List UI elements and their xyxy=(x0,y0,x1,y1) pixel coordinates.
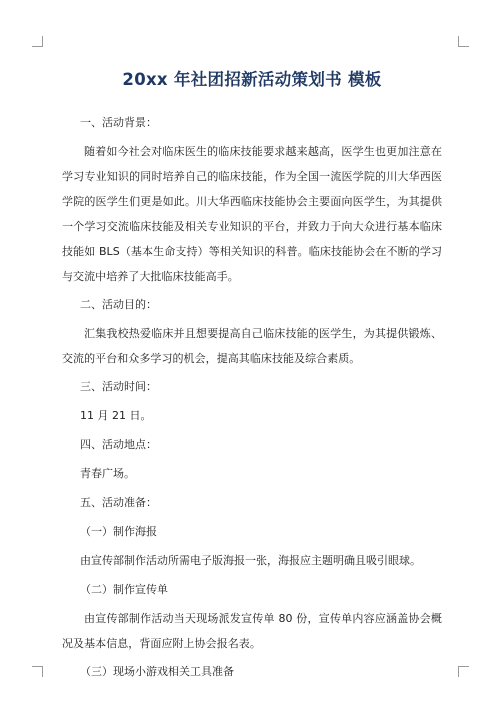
section-value-location: 青春广场。 xyxy=(80,467,135,480)
section-heading-preparation: 五、活动准备： xyxy=(80,496,157,509)
section-value-time: 11 月 21 日。 xyxy=(80,409,152,422)
subsection-body-poster: 由宣传部制作活动所需电子版海报一张，海报应主题明确且吸引眼球。 xyxy=(80,554,421,567)
crop-mark-top-left xyxy=(32,36,43,47)
crop-mark-top-right xyxy=(458,36,469,47)
crop-mark-bottom-left xyxy=(32,666,43,677)
document-body xyxy=(62,60,442,694)
section-heading-time: 三、活动时间： xyxy=(80,380,157,393)
subsection-heading-games: （三）现场小游戏相关工具准备 xyxy=(80,665,234,678)
document-title: 20xx 年社团招新活动策划书 模板 xyxy=(122,70,382,89)
section-heading-background: 一、活动背景： xyxy=(80,116,157,129)
crop-mark-bottom-right xyxy=(458,666,469,677)
section-body-purpose: 汇集我校热爱临床并且想要提高自己临床技能的医学生，为其提供锻炼、交流的平台和众多学习的机会，提高其临床技能及综合素质。 xyxy=(62,327,442,365)
section-heading-purpose: 二、活动目的： xyxy=(80,298,157,311)
section-heading-location: 四、活动地点： xyxy=(80,438,157,451)
subsection-body-flyer: 由宣传部制作活动当天现场派发宣传单 80 份，宣传单内容应涵盖协会概况及基本信息，背面应附上协会报名表。 xyxy=(62,612,442,650)
subsection-heading-flyer: （二）制作宣传单 xyxy=(80,583,168,596)
subsection-heading-poster: （一）制作海报 xyxy=(80,525,157,538)
section-body-background: 随着如今社会对临床医生的临床技能要求越来越高，医学生也更加注意在学习专业知识的同时培养自己的临床技能，作为全国一流医学院的川大华西医学院的医学生们更是如此。川大华西临床技能协会主要面向医学生，为其提供一个学习交流临床技能及相关专业知识的平台，并致力于向大众进行基本临床技能如 BLS（基本生命支持）等相关知识的科普。临床技能协会在不断的学习与交流中培养了大批临床技能高手。 xyxy=(62,145,442,283)
